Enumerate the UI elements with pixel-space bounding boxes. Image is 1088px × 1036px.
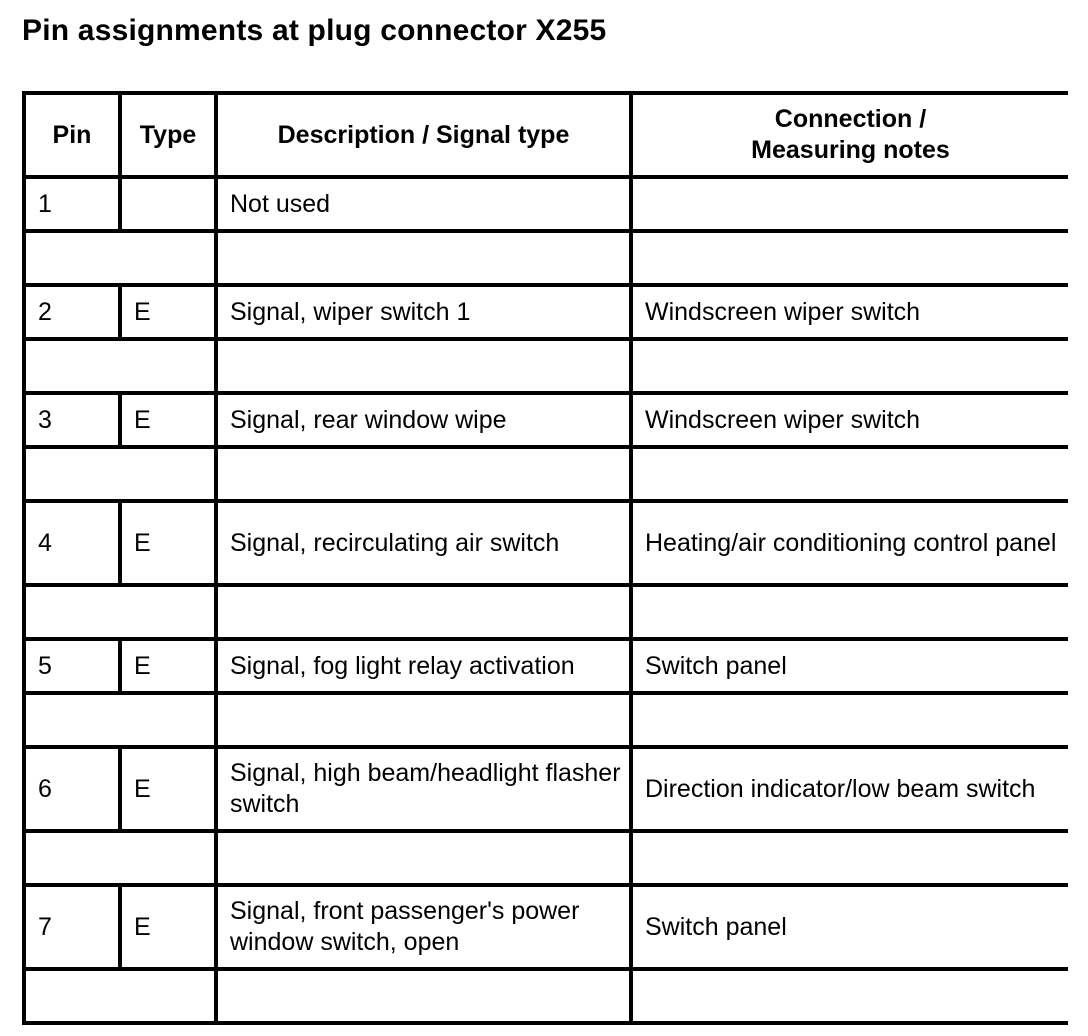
spacer-cell: [631, 585, 1068, 639]
cell-type: [120, 177, 216, 231]
table-row: [24, 639, 1068, 693]
header-connection: [631, 93, 1068, 177]
table-row: [24, 177, 1068, 231]
spacer-cell: [24, 339, 216, 393]
table-spacer-row: [24, 693, 1068, 747]
header-connection-line2: Measuring notes: [751, 136, 950, 164]
cell-type: E: [120, 885, 216, 969]
spacer-cell: [216, 831, 631, 885]
spacer-cell: [216, 339, 631, 393]
header-pin: Pin: [24, 93, 120, 177]
cell-pin: 5: [24, 639, 120, 693]
spacer-cell: [216, 693, 631, 747]
spacer-cell: [631, 447, 1068, 501]
spacer-cell: [24, 693, 216, 747]
pin-table-container: [22, 91, 1068, 1036]
cell-pin: 1: [24, 177, 120, 231]
table-spacer-row: [24, 447, 1068, 501]
table-spacer-row: [24, 585, 1068, 639]
spacer-cell: [216, 231, 631, 285]
table-row: [24, 285, 1068, 339]
page-title: Pin assignments at plug connector X255: [22, 14, 607, 47]
cell-connection: [631, 177, 1068, 231]
cell-pin: 3: [24, 393, 120, 447]
cell-type: E: [120, 393, 216, 447]
cell-connection: Switch panel: [631, 639, 1068, 693]
cell-connection: Heating/air conditioning control panel: [631, 501, 1068, 585]
table-spacer-row: [24, 231, 1068, 285]
pin-assignment-table: [22, 91, 1068, 1025]
spacer-cell: [216, 585, 631, 639]
cell-connection: Switch panel: [631, 885, 1068, 969]
table-spacer-row: [24, 339, 1068, 393]
cell-description: Signal, high beam/headlight flasher switch: [216, 747, 631, 831]
cell-pin: 4: [24, 501, 120, 585]
cell-connection: Windscreen wiper switch: [631, 393, 1068, 447]
cell-type: E: [120, 285, 216, 339]
spacer-cell: [24, 969, 216, 1023]
cell-pin: 6: [24, 747, 120, 831]
spacer-cell: [24, 231, 216, 285]
cell-description: Not used: [216, 177, 631, 231]
header-connection-line1: Connection /: [774, 105, 927, 133]
spacer-cell: [24, 831, 216, 885]
cell-description: Signal, fog light relay activation: [216, 639, 631, 693]
cell-connection: Direction indicator/low beam switch: [631, 747, 1068, 831]
table-header-row: [24, 93, 1068, 177]
cell-pin: 2: [24, 285, 120, 339]
cell-type: E: [120, 747, 216, 831]
spacer-cell: [24, 447, 216, 501]
cell-description: Signal, front passenger's power window switch, open: [216, 885, 631, 969]
cell-pin: 7: [24, 885, 120, 969]
spacer-cell: [631, 969, 1068, 1023]
header-description: Description / Signal type: [216, 93, 631, 177]
spacer-cell: [631, 693, 1068, 747]
spacer-cell: [631, 831, 1068, 885]
table-row: [24, 885, 1068, 969]
header-type: Type: [120, 93, 216, 177]
cell-type: E: [120, 501, 216, 585]
spacer-cell: [631, 231, 1068, 285]
table-row: [24, 747, 1068, 831]
cell-description: Signal, recirculating air switch: [216, 501, 631, 585]
table-row: [24, 501, 1068, 585]
table-spacer-row: [24, 831, 1068, 885]
table-row: [24, 393, 1068, 447]
spacer-cell: [631, 339, 1068, 393]
cell-connection: Windscreen wiper switch: [631, 285, 1068, 339]
table-spacer-row: [24, 969, 1068, 1023]
cell-description: Signal, wiper switch 1: [216, 285, 631, 339]
cell-description: Signal, rear window wipe: [216, 393, 631, 447]
cell-type: E: [120, 639, 216, 693]
spacer-cell: [216, 969, 631, 1023]
spacer-cell: [216, 447, 631, 501]
spacer-cell: [24, 585, 216, 639]
